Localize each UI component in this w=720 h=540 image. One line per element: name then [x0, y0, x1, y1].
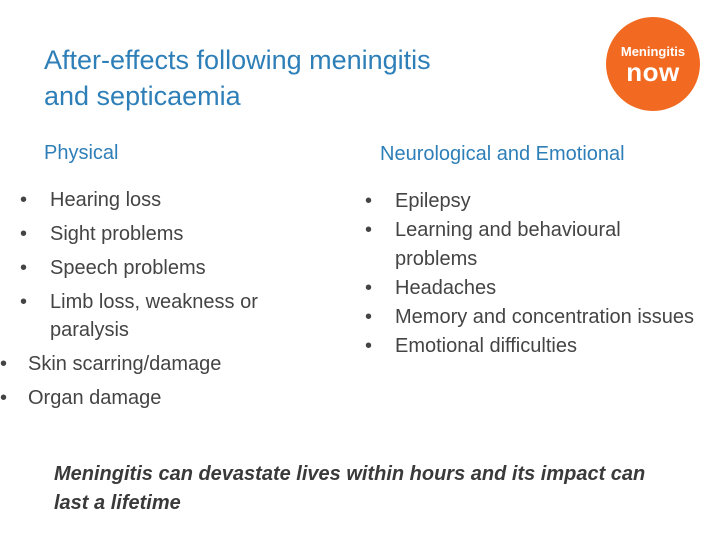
- bullet-icon: •: [20, 189, 28, 211]
- logo-line-2: now: [626, 56, 680, 87]
- list-item: [20, 254, 320, 288]
- list-item: [0, 350, 320, 384]
- list-item: [365, 303, 695, 332]
- bullet-icon: •: [365, 277, 373, 299]
- bullet-icon: •: [365, 335, 373, 357]
- bullet-icon: •: [0, 387, 8, 409]
- bullet-icon: •: [365, 190, 373, 212]
- physical-list: [0, 186, 320, 418]
- list-item-text: Hearing loss: [50, 189, 162, 211]
- bullet-icon: •: [20, 257, 28, 279]
- list-item-text: Limb loss, weakness or paralysis: [50, 291, 258, 341]
- list-item: [365, 216, 695, 274]
- meningitis-now-logo: [606, 17, 700, 111]
- title-line-2: and septicaemia: [44, 81, 241, 111]
- list-item-text: Speech problems: [50, 257, 206, 279]
- list-item: [0, 384, 320, 418]
- bullet-icon: •: [20, 291, 28, 313]
- list-item-text: Skin scarring/damage: [28, 353, 222, 375]
- physical-heading: Physical: [44, 142, 119, 164]
- bullet-icon: •: [20, 223, 28, 245]
- title-line-1: After-effects following meningitis: [44, 45, 431, 75]
- list-item-text: Organ damage: [28, 387, 162, 409]
- list-item-text: Memory and concentration issues: [395, 306, 695, 328]
- list-item: [20, 186, 320, 220]
- bullet-icon: •: [365, 219, 373, 241]
- list-item-text: Sight problems: [50, 223, 184, 245]
- bullet-icon: •: [365, 306, 373, 328]
- list-item-text: Learning and behavioural problems: [395, 219, 621, 270]
- logo-line-1: Meningitis: [620, 43, 686, 59]
- tagline: Meningitis can devastate lives within hours and its impact can last a lifetime: [54, 463, 646, 514]
- bullet-icon: •: [0, 353, 8, 375]
- neurological-list: [365, 187, 695, 361]
- list-item-text: Emotional difficulties: [395, 335, 577, 357]
- list-item: [365, 187, 695, 216]
- list-item: [365, 332, 695, 361]
- list-item: [365, 274, 695, 303]
- neurological-heading: Neurological and Emotional: [380, 143, 625, 165]
- list-item: [20, 288, 320, 344]
- slide-title: [44, 42, 584, 114]
- list-item-text: Headaches: [395, 277, 497, 299]
- list-item: [20, 220, 320, 254]
- list-item-text: Epilepsy: [395, 190, 471, 212]
